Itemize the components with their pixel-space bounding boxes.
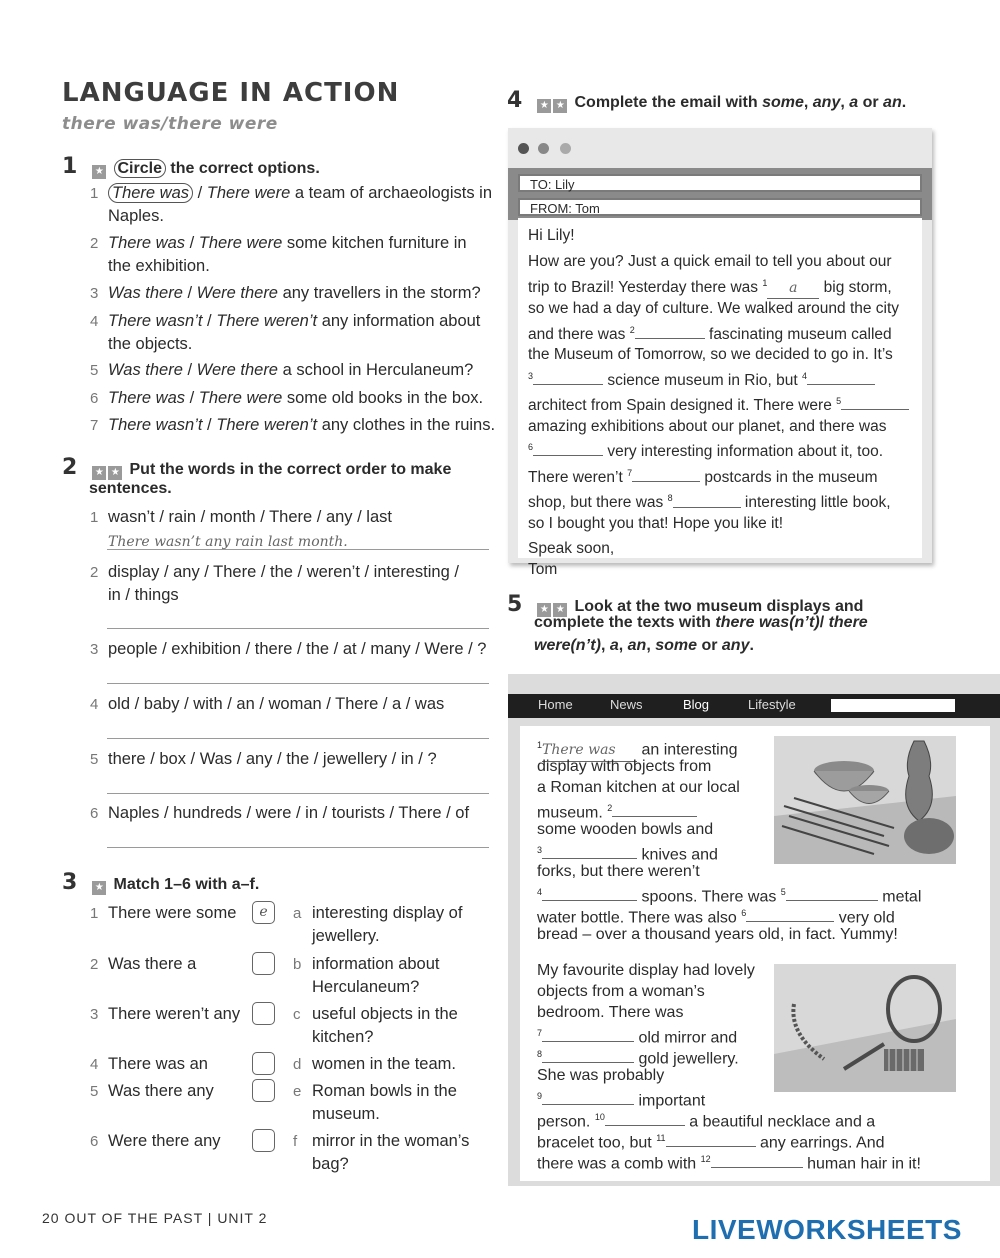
para1-line: forks, but there weren’t [537, 863, 700, 880]
star-icon: ★ [92, 466, 106, 480]
page-footer [42, 1210, 267, 1226]
exercise-instruction: Put the words in the correct order to make [129, 461, 452, 478]
answer-blank[interactable] [841, 409, 909, 410]
item-number: 4 [90, 696, 99, 713]
answer-blank[interactable] [666, 1146, 756, 1147]
answer-text: There wasn’t any rain last month. [108, 534, 348, 550]
match-left-text: There were some [108, 904, 237, 922]
para1-line: $^4$ spoons. There was $^5$ metal [537, 887, 922, 906]
email-line: $^6$ very interesting information about it, too. [528, 442, 884, 461]
item-number: 6 [90, 390, 99, 407]
item-number: 4 [90, 1056, 99, 1073]
window-dot-icon [518, 143, 529, 154]
answer-blank[interactable] [711, 1167, 803, 1168]
word-list: there / box / Was / any / the / jewellery / in / ? [108, 750, 437, 768]
option-b[interactable]: Were there [196, 361, 278, 379]
item-number: 1 [90, 905, 99, 922]
exercise-instruction-cont: were(n’t), a, an, some or any. [534, 637, 754, 654]
exercise-number: 3 [62, 870, 78, 895]
para2-line: My favourite display had lovely [537, 962, 755, 979]
difficulty-stars [537, 93, 569, 113]
option-b[interactable]: There were [198, 234, 283, 252]
answer-blank[interactable] [632, 481, 700, 482]
option-a[interactable]: Was there [108, 361, 183, 379]
option-a[interactable]: There wasn’t [108, 312, 203, 330]
item-number: 7 [90, 417, 99, 434]
email-greeting: Hi Lily! [528, 227, 575, 244]
exercise-instruction-cont: complete the texts with there was(n’t)/ there [534, 614, 868, 631]
answer-blank[interactable] [542, 900, 637, 901]
word-list: Naples / hundreds / were / in / tourists / There / of [108, 804, 470, 822]
email-line: amazing exhibitions about our planet, and there was [528, 417, 887, 435]
para2-line: objects from a woman’s [537, 983, 705, 1000]
match-right-text: mirror in the woman’s [312, 1132, 470, 1150]
para1-line: some wooden bowls and [537, 821, 714, 838]
word-list: wasn’t / rain / month / There / any / last [108, 508, 392, 526]
page-title: LANGUAGE IN ACTION [62, 78, 400, 108]
item-number: 5 [90, 751, 99, 768]
blog-content [520, 726, 990, 1181]
exercise-3-header [62, 870, 259, 895]
answer-blank[interactable] [533, 384, 603, 385]
answer-line[interactable] [107, 683, 489, 684]
item-text: Was there / Were there a school in Herculaneum? [108, 361, 474, 379]
option-b[interactable]: There were [198, 389, 283, 407]
window-dot-icon [560, 143, 571, 154]
answer-blank[interactable] [542, 1104, 634, 1105]
email-signoff: Speak soon, [528, 540, 615, 558]
email-line: so I bought you that! Hope you like it! [528, 514, 784, 532]
match-left-text: Was there any [108, 1082, 214, 1100]
match-left-text: Were there any [108, 1132, 221, 1150]
answer-box[interactable] [252, 1052, 275, 1075]
answer-blank[interactable] [605, 1125, 685, 1126]
exercise-instruction-cont: sentences. [89, 480, 172, 497]
item-text: There wasn’t / There weren’t any clothes in the ruins. [108, 416, 496, 434]
email-line: and there was $^2$ fascinating museum called [528, 324, 892, 343]
match-row [90, 1003, 490, 1049]
item-text: There wasn’t / There weren’t any information about [108, 312, 481, 330]
email-to-field: TO: Lily [518, 174, 922, 192]
match-right-text: useful objects in the [312, 1005, 458, 1023]
match-right-text: information about [312, 955, 440, 973]
difficulty-stars [92, 159, 108, 179]
item-number: 1 [90, 185, 99, 202]
item-number: 6 [90, 805, 99, 822]
answer-blank[interactable] [786, 900, 878, 901]
exercise-number: 1 [62, 154, 78, 179]
email-signature: Tom [528, 560, 558, 578]
difficulty-stars [92, 460, 124, 480]
word-list: people / exhibition / there / the / at / many / Were / ? [108, 640, 487, 658]
blog-window [508, 674, 1000, 1186]
match-right-text-cont: jewellery. [312, 927, 380, 945]
word-list: display / any / There / the / weren’t / interesting / [108, 563, 459, 581]
difficulty-stars [92, 875, 108, 895]
answer-blank[interactable]: There was [542, 740, 637, 762]
email-window [508, 128, 932, 578]
para1-line: $^1$There was an interesting [537, 735, 738, 762]
email-line: architect from Spain designed it. There were $^5$ [528, 391, 912, 417]
item-number: 2 [90, 956, 99, 973]
word-list: old / baby / with / an / woman / There / a / was [108, 695, 445, 713]
item-number: 3 [90, 285, 99, 302]
item-text: There was / There were some kitchen furniture in [108, 234, 467, 252]
item-text: There was / There were some old books in the box. [108, 389, 484, 407]
option-a[interactable]: There was [108, 183, 193, 203]
option-a[interactable]: There wasn’t [108, 416, 203, 434]
answer-blank[interactable] [635, 338, 705, 339]
email-from-field: FROM: Tom [518, 198, 922, 216]
email-line: $^3$ science museum in Rio, but $^4$ [528, 366, 912, 392]
answer-blank[interactable] [673, 507, 741, 508]
para2-line: $^8$ gold jewellery. [537, 1049, 739, 1068]
star-icon: ★ [553, 603, 567, 617]
search-input[interactable] [831, 699, 955, 712]
email-line: shop, but there was $^8$ interesting little book, [528, 493, 891, 512]
item-number: 4 [90, 313, 99, 330]
roman-kitchen-image [774, 736, 956, 864]
para1-line: bread – over a thousand years old, in fact. Yummy! [537, 926, 898, 943]
exercise-instruction: the correct options. [165, 160, 320, 177]
page-number: 20 [42, 1210, 60, 1226]
answer-line[interactable] [107, 738, 489, 739]
match-row [90, 902, 490, 948]
item-text-cont: the objects. [108, 335, 193, 353]
item-number: 3 [90, 1006, 99, 1023]
option-a[interactable]: There was [108, 389, 186, 407]
item-text: There was / There were a team of archaeologists in [108, 182, 492, 205]
item-number: 5 [90, 1083, 99, 1100]
answer-line[interactable] [107, 847, 489, 848]
item-number: 6 [90, 1133, 99, 1150]
para2-line: $^7$ old mirror and [537, 1028, 738, 1047]
item-number: 2 [90, 564, 99, 581]
option-letter: c [293, 1006, 301, 1023]
nav-news[interactable]: News [610, 697, 643, 712]
option-letter: f [293, 1133, 298, 1150]
para2-line: person. $^{10}$ a beautiful necklace and a [537, 1112, 876, 1131]
nav-bar [508, 694, 1000, 718]
para1-line: $^3$ knives and [537, 845, 718, 864]
nav-blog[interactable]: Blog [683, 697, 710, 712]
star-icon: ★ [92, 881, 106, 895]
email-line: How are you? Just a quick email to tell you about our [528, 253, 892, 271]
option-letter: e [293, 1083, 302, 1100]
para2-line: She was probably [537, 1067, 665, 1084]
para1-line: display with objects from [537, 758, 712, 775]
exercise-number: 5 [507, 592, 523, 617]
option-b[interactable]: There were [206, 184, 291, 202]
para2-line: $^9$ important [537, 1091, 706, 1110]
option-b[interactable]: There weren’t [216, 312, 318, 330]
exercise-instruction: Match 1–6 with a–f. [113, 876, 260, 893]
star-icon: ★ [537, 603, 551, 617]
answer-box[interactable] [252, 1129, 275, 1152]
para2-line: bracelet too, but $^{11}$ any earrings. And [537, 1133, 885, 1152]
option-letter: b [293, 956, 302, 973]
match-left-text: There weren’t any [108, 1005, 241, 1023]
option-letter: d [293, 1056, 302, 1073]
option-b[interactable]: Were there [196, 284, 278, 302]
match-right-text-cont: bag? [312, 1155, 349, 1173]
exercise-number: 2 [62, 455, 78, 480]
answer-box[interactable]: e [252, 901, 275, 924]
answer-blank[interactable] [746, 921, 834, 922]
item-text: Was there / Were there any travellers in the storm? [108, 284, 481, 302]
match-row [90, 1080, 490, 1126]
para2-line: bedroom. There was [537, 1004, 684, 1021]
item-number: 1 [90, 509, 99, 526]
circle-word: Circle [114, 159, 166, 178]
email-line: so we had a day of culture. We walked around the city [528, 300, 900, 318]
item-number: 3 [90, 641, 99, 658]
option-b[interactable]: There weren’t [216, 416, 318, 434]
item-text-cont: Naples. [108, 207, 164, 225]
nav-home[interactable]: Home [538, 697, 573, 712]
word-list-cont: in / things [108, 586, 179, 604]
womans-bedroom-image [774, 964, 956, 1092]
answer-blank[interactable] [542, 858, 637, 859]
exercise-1-header [62, 154, 320, 179]
item-number: 5 [90, 362, 99, 379]
exercise-instruction: Complete the email with some, any, a or an. [574, 94, 907, 111]
email-line: There weren’t $^7$ postcards in the museum [528, 467, 878, 486]
answer-blank[interactable] [542, 1041, 634, 1042]
star-icon: ★ [92, 165, 106, 179]
para2-line: there was a comb with $^{12}$ human hair in it! [537, 1154, 921, 1173]
star-icon: ★ [553, 99, 567, 113]
liveworksheets-logo: LIVEWORKSHEETS [692, 1214, 962, 1245]
item-text-cont: the exhibition. [108, 257, 210, 275]
answer-line[interactable] [107, 793, 489, 794]
match-right-text-cont: museum. [312, 1105, 380, 1123]
answer-box[interactable] [252, 1002, 275, 1025]
option-a[interactable]: Was there [108, 284, 183, 302]
unit-label: OUT OF THE PAST | UNIT 2 [64, 1210, 268, 1226]
star-icon: ★ [108, 466, 122, 480]
answer-line[interactable] [107, 628, 489, 629]
star-icon: ★ [537, 99, 551, 113]
para1-line: water bottle. There was also $^6$ very old [537, 908, 895, 927]
para1-line: a Roman kitchen at our local [537, 779, 740, 796]
answer-box[interactable] [252, 952, 275, 975]
item-number: 2 [90, 235, 99, 252]
option-letter: a [293, 905, 302, 922]
email-body [518, 218, 922, 578]
page-subtitle: there was/there were [62, 114, 278, 134]
match-row [90, 1130, 490, 1176]
answer-blank[interactable] [807, 384, 875, 385]
email-line: the Museum of Tomorrow, so we decided to go in. It’s [528, 346, 893, 364]
match-left-text: Was there a [108, 955, 197, 973]
match-right-text-cont: kitchen? [312, 1028, 374, 1046]
email-line: trip to Brazil! Yesterday there was $^1$ a big storm, [528, 273, 912, 300]
para1-line: museum. $^2$ [537, 798, 697, 823]
match-right-text-cont: Herculaneum? [312, 978, 420, 996]
window-dot-icon [538, 143, 549, 154]
option-a[interactable]: There was [108, 234, 186, 252]
match-right-text: interesting display of [312, 904, 463, 922]
match-left-text: There was an [108, 1055, 208, 1073]
exercise-2-header [62, 455, 482, 480]
exercise-number: 4 [507, 88, 523, 113]
exercise-4-header [507, 88, 906, 113]
answer-blank[interactable]: a [767, 278, 819, 299]
answer-blank[interactable] [612, 816, 697, 817]
nav-lifestyle[interactable]: Lifestyle [748, 697, 796, 712]
answer-blank[interactable] [542, 1062, 634, 1063]
match-right-text: women in the team. [312, 1055, 456, 1073]
answer-box[interactable] [252, 1079, 275, 1102]
exercise-instruction: Look at the two museum displays and [574, 598, 864, 615]
match-right-text: Roman bowls in the [312, 1082, 457, 1100]
answer-blank[interactable] [533, 455, 603, 456]
match-row [90, 953, 490, 999]
